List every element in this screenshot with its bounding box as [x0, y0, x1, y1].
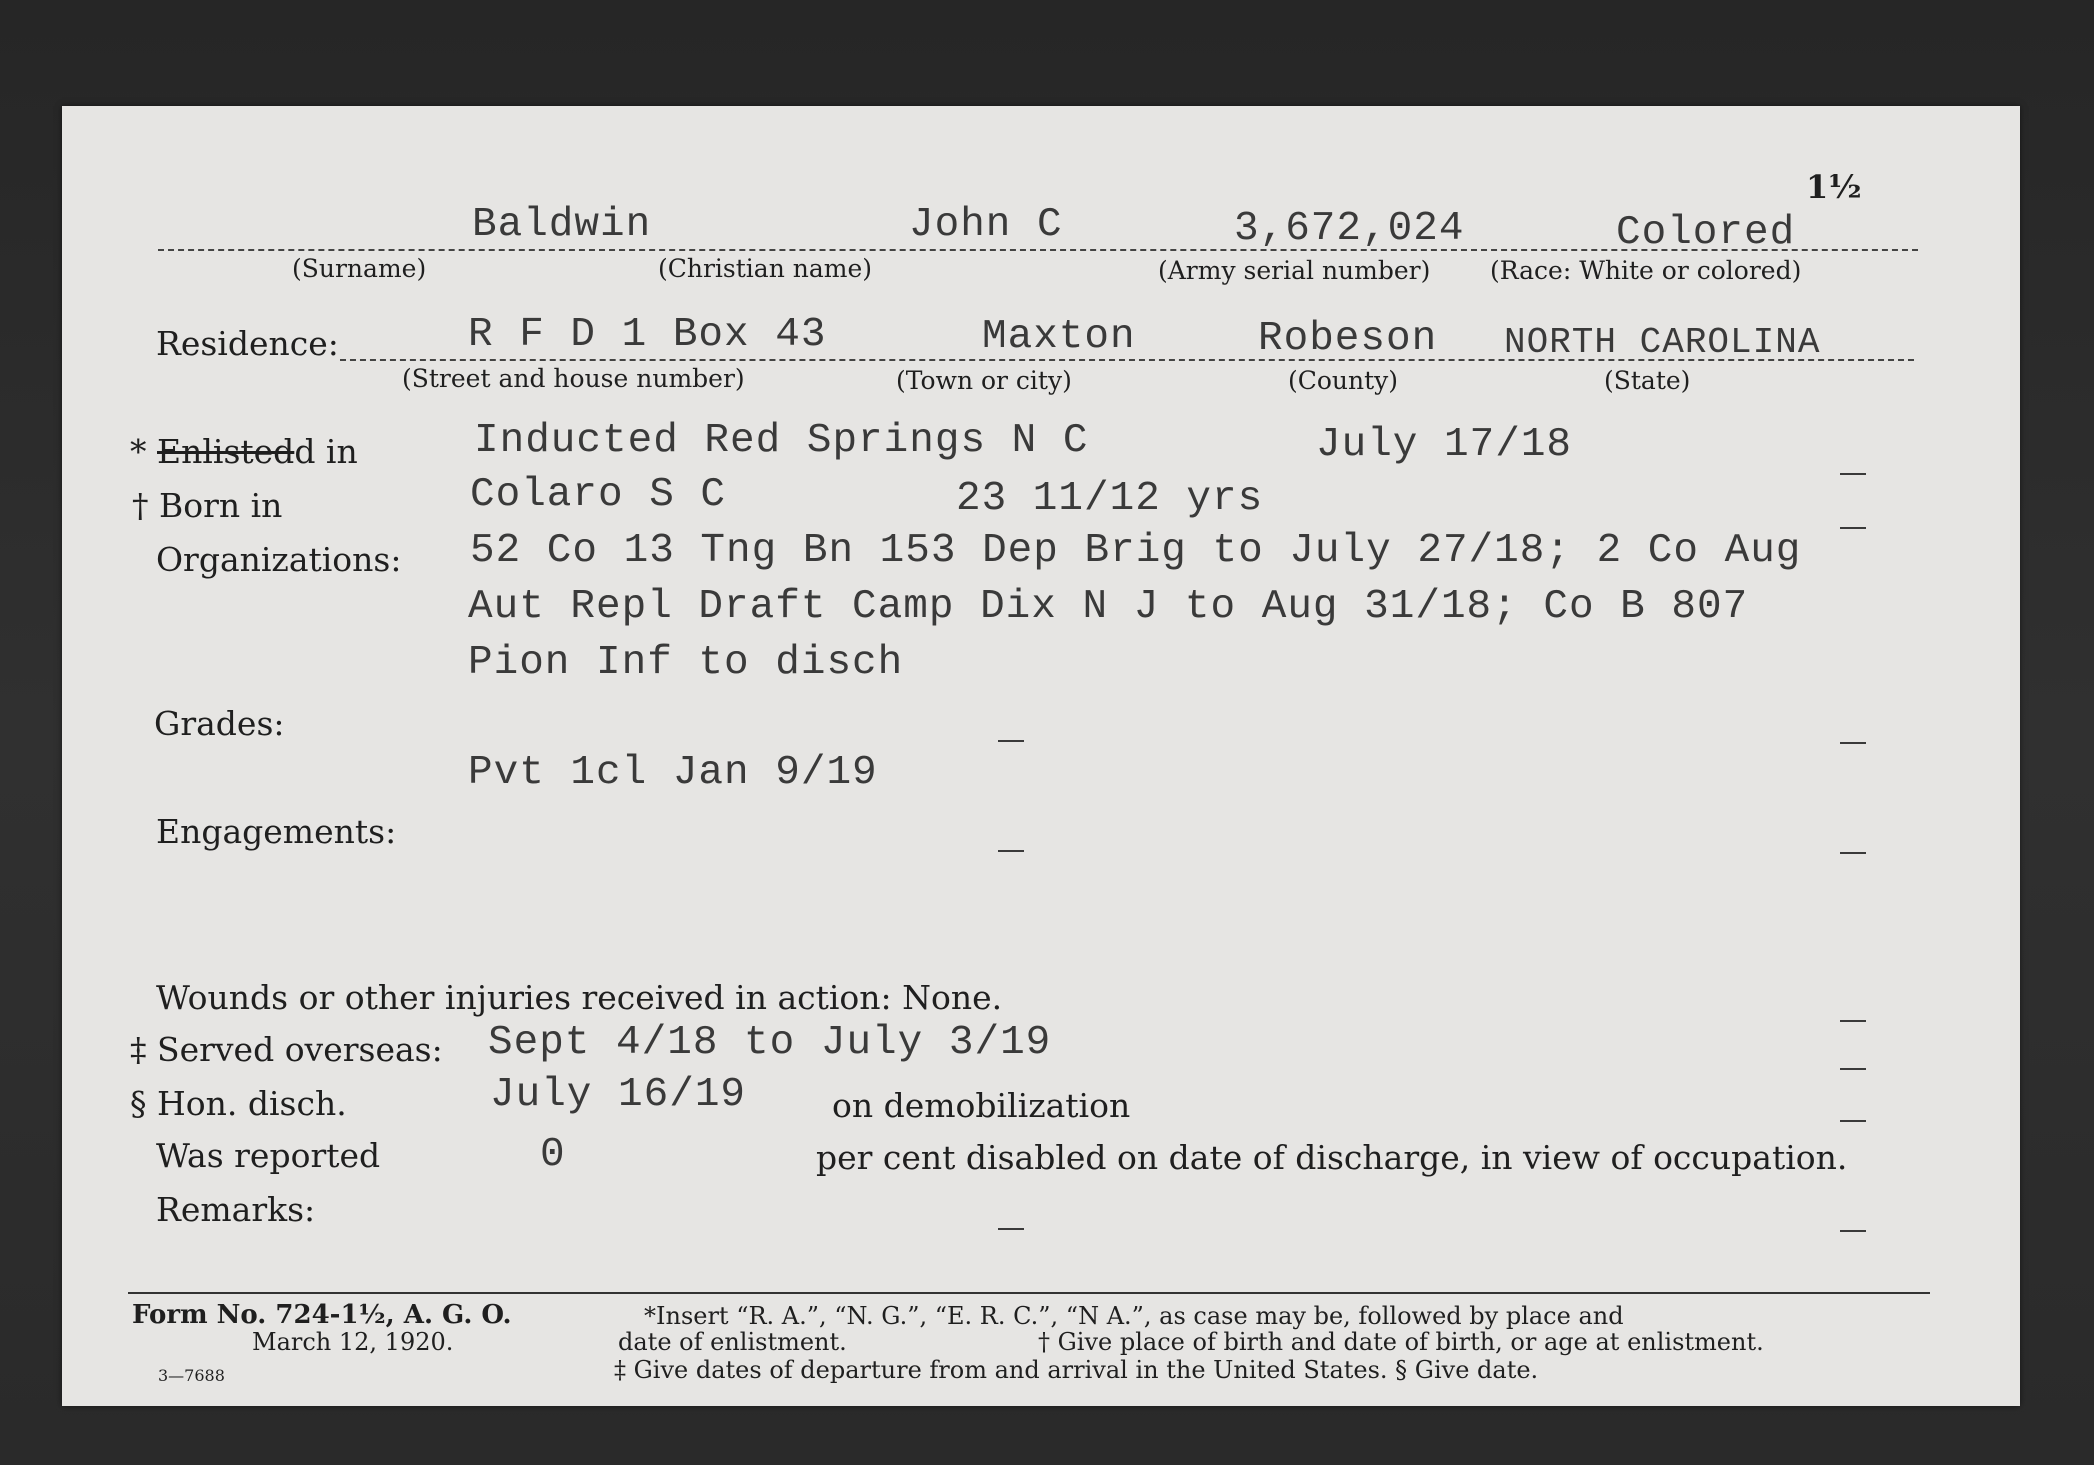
grades-dash-end — [1840, 742, 1866, 744]
disability-label: Was reported — [156, 1136, 381, 1175]
form-number: Form No. 724-1½, A. G. O. — [132, 1300, 512, 1330]
remarks-label: Remarks: — [156, 1190, 316, 1229]
organization-line-2: Aut Repl Draft Camp Dix N J to Aug 31/18; Co B 807 — [468, 584, 1749, 630]
serial-number-value: 3,672,024 — [1234, 206, 1465, 252]
card-number: 1½ — [1806, 168, 1862, 206]
enlisted-dash — [1840, 473, 1866, 475]
enlisted-value: Inducted Red Springs N C — [474, 418, 1089, 464]
born-place: Colaro S C — [470, 472, 727, 518]
remarks-dash-mid — [998, 1228, 1024, 1230]
engagements-dash-end — [1840, 852, 1866, 854]
remarks-dash-end — [1840, 1230, 1866, 1232]
footnote-enlistment: *Insert “R. A.”, “N. G.”, “E. R. C.”, “N A.”, as case may be, followed by place and — [644, 1302, 1624, 1330]
overseas-label: ‡ Served overseas: — [130, 1030, 443, 1069]
form-date: March 12, 1920. — [252, 1328, 454, 1356]
discharge-dash — [1840, 1120, 1866, 1122]
grades-dash-mid — [998, 740, 1024, 742]
race-value: Colored — [1616, 210, 1796, 256]
disability-text: per cent disabled on date of discharge, in view of occupation. — [816, 1138, 1848, 1177]
wounds-value: None. — [902, 978, 1003, 1017]
discharge-reason: on demobilization — [832, 1086, 1131, 1125]
race-caption: (Race: White or colored) — [1490, 256, 1802, 285]
state-caption: (State) — [1604, 366, 1691, 395]
engagements-label: Engagements: — [156, 812, 397, 851]
grades-label: Grades: — [154, 704, 285, 743]
enlisted-struck-word: Enlisted — [157, 432, 295, 471]
surname-caption: (Surname) — [292, 254, 427, 283]
print-code: 3—7688 — [158, 1366, 225, 1385]
footnote-birth: † Give place of birth and date of birth, or age at enlistment. — [1038, 1328, 1764, 1356]
county-value: Robeson — [1258, 316, 1438, 362]
street-caption: (Street and house number) — [402, 364, 745, 393]
overseas-value: Sept 4/18 to July 3/19 — [488, 1020, 1052, 1066]
service-record-card — [62, 106, 2020, 1406]
surname-value: Baldwin — [472, 202, 652, 248]
organization-line-3: Pion Inf to disch — [468, 640, 904, 686]
street-value: R F D 1 Box 43 — [468, 312, 827, 358]
residence-label: Residence: — [156, 324, 339, 363]
disability-value: 0 — [540, 1132, 566, 1178]
county-caption: (County) — [1288, 366, 1399, 395]
town-caption: (Town or city) — [896, 366, 1072, 395]
serial-number-caption: (Army serial number) — [1158, 256, 1431, 285]
enlisted-marker: * — [130, 432, 147, 471]
grades-value: Pvt 1cl Jan 9/19 — [468, 750, 878, 796]
footnote-overseas: ‡ Give dates of departure from and arrival in the United States. § Give date. — [614, 1356, 1539, 1384]
christian-name-caption: (Christian name) — [658, 254, 873, 283]
footer-rule — [128, 1292, 1930, 1294]
town-value: Maxton — [982, 314, 1136, 360]
discharge-date: July 16/19 — [490, 1072, 747, 1118]
enlisted-date: July 17/18 — [1316, 422, 1573, 468]
born-age: 23 11/12 yrs — [956, 476, 1264, 522]
state-value: NORTH CAROLINA — [1504, 322, 1821, 363]
wounds-dash — [1840, 1020, 1866, 1022]
wounds-label-text: Wounds or other injuries received in action: — [156, 978, 892, 1017]
born-dash — [1840, 527, 1866, 529]
wounds-label — [156, 978, 1002, 1017]
discharge-label: § Hon. disch. — [130, 1084, 347, 1123]
christian-name-value: John C — [909, 202, 1063, 248]
organization-line-1: 52 Co 13 Tng Bn 153 Dep Brig to July 27/18; 2 Co Aug — [470, 528, 1802, 574]
identity-line — [158, 249, 1918, 251]
overseas-dash — [1840, 1068, 1866, 1070]
engagements-dash-mid — [998, 850, 1024, 852]
residence-line — [340, 359, 1914, 361]
enlisted-label-rest: d in — [294, 432, 358, 471]
born-label: † Born in — [132, 486, 283, 525]
organizations-label: Organizations: — [156, 540, 402, 579]
footnote-enlistment-cont: date of enlistment. — [618, 1328, 847, 1356]
enlisted-label — [130, 432, 358, 471]
